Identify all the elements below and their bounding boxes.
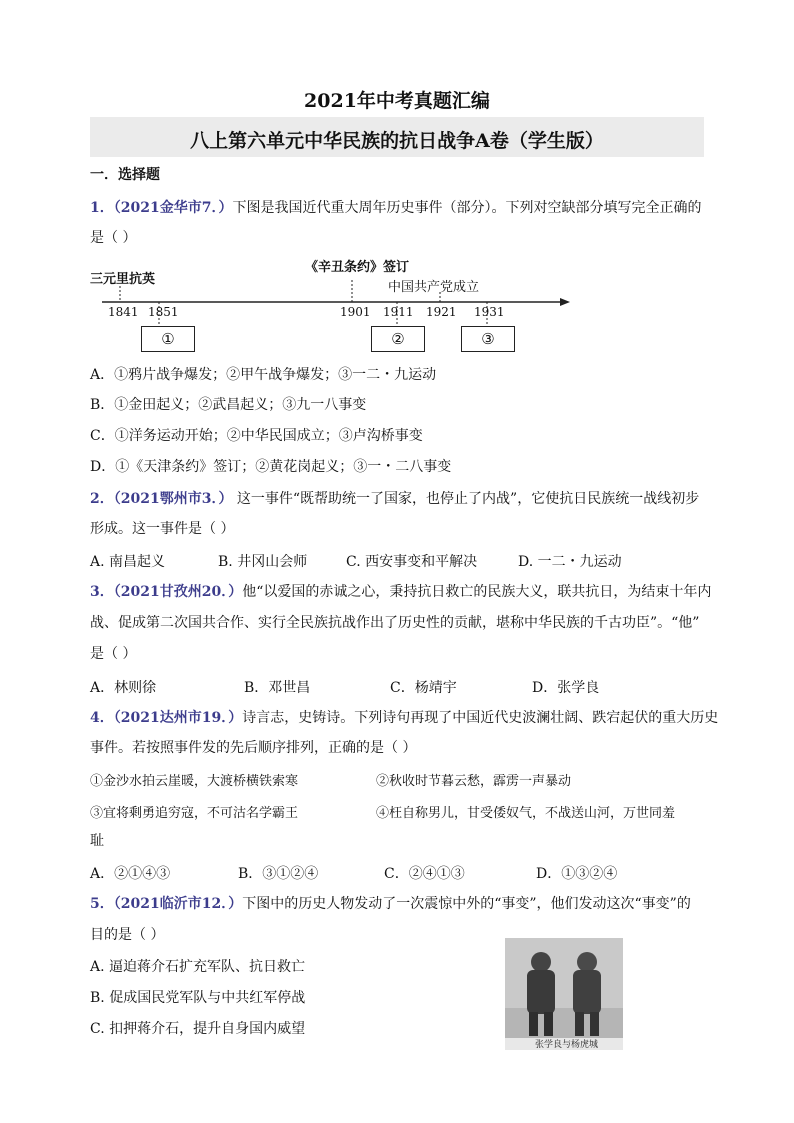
timeline-label-sanyuanli: 三元里抗英 [90,272,156,287]
q5-stem-text: 下图中的历史人物发动了一次震惊中外的“事变”，他们发动这次“事变”的 [242,896,691,912]
year-1901: 1901 [340,305,371,319]
q4-option-a: A．②①④③ [90,866,171,882]
q5-option-b: B. 促成国民党军队与中共红军停战 [90,990,306,1006]
timeline-box-1: ① [141,326,195,352]
q3-source: 3．（2021甘孜州20．） [90,584,243,600]
q2-stem-line2: 形成。这一事件是（ ） [90,521,235,537]
q2-source: 2．（2021鄂州市3．） [90,491,233,507]
year-1911: 1911 [383,305,414,319]
q5-option-a: A. 逼迫蒋介石扩充军队、抗日救亡 [90,959,306,975]
year-1931: 1931 [474,305,505,319]
q2-option-a: A. 南昌起义 [90,554,166,570]
q4-option-d: D．①③②④ [536,866,618,882]
photo-caption: 张学良与杨虎城 [535,1040,599,1050]
q4-option-b: B．③①②④ [238,866,319,882]
q1-stem-line2: 是（ ） [90,230,137,246]
q4-stem-line1 [90,709,718,727]
q3-option-b: B．邓世昌 [244,680,311,696]
q4-source: 4．（2021达州市19．） [90,710,243,726]
q4-option-c: C．②④①③ [384,866,465,882]
q4-poem-1: ①金沙水拍云崖暖，大渡桥横铁索寒 [90,774,299,789]
q4-poem-4: ④枉自称男儿，甘受倭奴气，不战送山河，万世同羞 [376,806,676,821]
q3-option-c: C．杨靖宇 [390,680,457,696]
photo-figures [505,938,623,1050]
year-1851: 1851 [148,305,179,319]
q4-poem-3: ③宜将剩勇追穷寇，不可沽名学霸王 [90,806,299,821]
year-1841: 1841 [108,305,139,319]
q5-stem-line2: 目的是（ ） [90,927,165,943]
q4-poem-2: ②秋收时节暮云愁，霹雳一声暴动 [376,774,572,789]
q5-option-c: C. 扣押蒋介石，提升自身国内威望 [90,1021,306,1037]
historical-photo [505,938,623,1050]
q1-option-c: C．①洋务运动开始；②中华民国成立；③卢沟桥事变 [90,428,423,444]
timeline-box-3: ③ [461,326,515,352]
q4-poem-4-cont: 耻 [90,833,104,849]
q1-source: 1．（2021金华市7．） [90,200,233,216]
q1-stem-text: 下图是我国近代重大周年历史事件（部分）。下列对空缺部分填写完全正确的 [232,200,702,216]
q4-stem-text: 诗言志，史铸诗。下列诗句再现了中国近代史波澜壮阔、跌宕起伏的重大历史 [242,710,719,726]
q2-option-b: B. 井冈山会师 [218,554,308,570]
q1-option-b: B．①金田起义；②武昌起义；③九一八事变 [90,397,367,413]
timeline-label-xinchou: 《辛丑条约》签订 [305,260,410,275]
timeline-box-2: ② [371,326,425,352]
timeline-label-cpc: 中国共产党成立 [388,280,480,295]
q3-option-d: D．张学良 [532,680,600,696]
q2-option-d: D. 一二・九运动 [518,554,622,570]
section-heading: 一．选择题 [90,167,160,183]
q2-stem-line1 [90,490,699,508]
q3-option-a: A．林则徐 [90,680,157,696]
q3-stem-text: 他“以爱国的赤诚之心，秉持抗日救亡的民族大义，联共抗日，为结束十年内 [242,584,712,600]
q2-stem-text: 这一事件“既帮助统一了国家，也停止了内战”，它使抗日民族统一战线初步 [232,491,700,507]
document-subtitle: 八上第六单元中华民族的抗日战争A卷（学生版） [190,130,604,152]
q1-option-a: A．①鸦片战争爆发；②甲午战争爆发；③一二・九运动 [90,367,437,383]
q5-source: 5．（2021临沂市12．） [90,896,243,912]
document-title: 2021年中考真题汇编 [304,90,490,112]
q5-stem-line1 [90,895,691,913]
q4-stem-line2: 事件。若按照事件发的先后顺序排列，正确的是（ ） [90,740,417,756]
q2-option-c: C. 西安事变和平解决 [346,554,478,570]
q3-stem-line3: 是（ ） [90,646,137,662]
year-1921: 1921 [426,305,457,319]
q1-option-d: D．①《天津条约》签订；②黄花岗起义；③一・二八事变 [90,459,452,475]
q1-stem-line1 [90,199,701,217]
q3-stem-line1 [90,583,711,601]
q3-stem-line2: 战、促成第二次国共合作、实行全民族抗战作出了历史性的贡献，堪称中华民族的千古功臣”。“他” [90,615,700,631]
